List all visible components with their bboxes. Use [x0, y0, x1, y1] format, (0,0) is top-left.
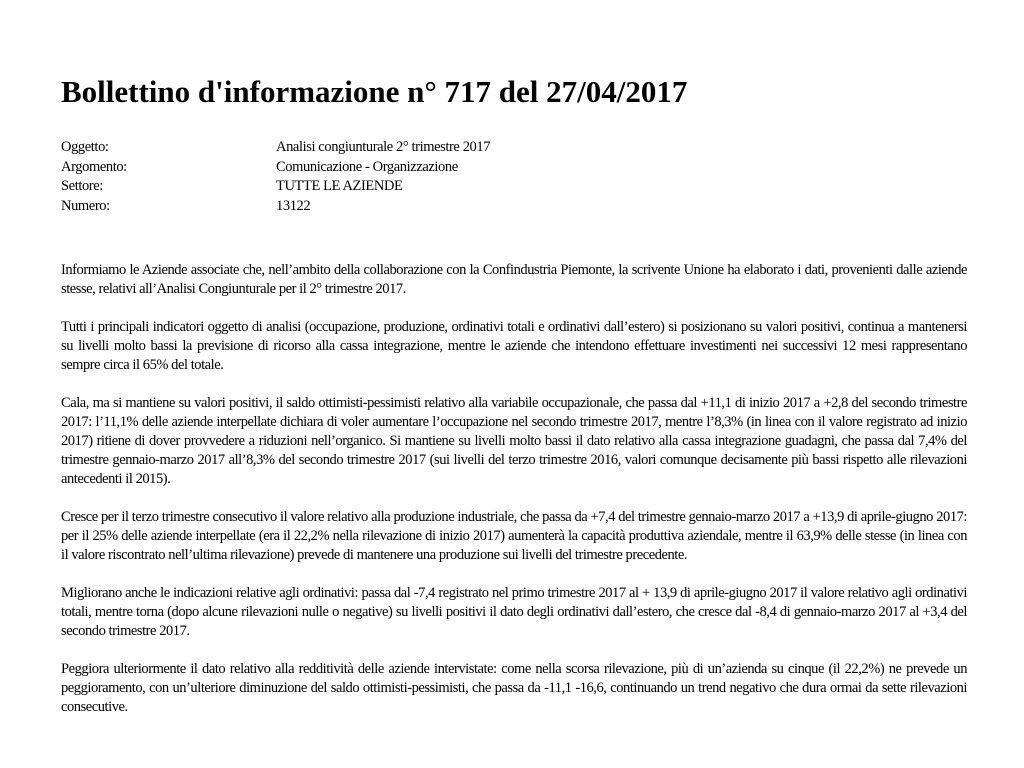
- metadata-label: Argomento:: [61, 158, 127, 175]
- body-paragraph-orders: Migliorano anche le indicazioni relative agli ordinativi: passa dal -7,4 registrato nel primo trimestre 2017 al + 13,9 di aprile-giugno 2017 il valore relativo agli ordinativi totali, mentre torna (dopo alcune rilevazioni nulle o negative) su livelli positivi il dato degli ordinativi dall’estero, che cresce dal -8,4 di gennaio-marzo 2017 al +3,4 del secondo trimestre 2017.: [61, 585, 967, 639]
- metadata-row-settore: [61, 177, 967, 197]
- body-paragraph-employment: Cala, ma si mantiene su valori positivi, il saldo ottimisti-pessimisti relativo alla variabile occupazionale, che passa dal +11,1 di inizio 2017 a +2,8 del secondo trimestre 2017: l’11,1% delle aziende interpellate dichiara di voler aumentare l’occupazione nel secondo trimestre 2017, mentre l’8,3% (in linea con il valore registrato ad inizio 2017) ritiene di dover provvedere a riduzioni nell’organico. Si mantiene su livelli molto bassi il dato relativo alla cassa integrazione guadagni, che passa dal 7,4% del trimestre gennaio-marzo 2017 all’8,3% del secondo trimestre 2017 (sui livelli del terzo trimestre 2016, valori comunque decisamente più bassi rispetto alle rilevazioni antecedenti il 2015).: [61, 395, 967, 487]
- body-paragraph-intro: Informiamo le Aziende associate che, nell’ambito della collaborazione con la Confindustria Piemonte, la scrivente Unione ha elaborato i dati, provenienti dalle aziende stesse, relativi all’Analisi Congiunturale per il 2° trimestre 2017.: [61, 262, 967, 297]
- metadata-value: Analisi congiunturale 2° trimestre 2017: [276, 139, 491, 155]
- body-paragraph-production: Cresce per il terzo trimestre consecutivo il valore relativo alla produzione industriale, che passa da +7,4 del trimestre gennaio-marzo 2017 a +13,9 di aprile-giugno 2017: per il 25% delle aziende interpellate (era il 22,2% nella rilevazione di inizio 2017) aumenterà la capacità produttiva aziendale, mentre il 63,9% delle stesse (in linea con il valore riscontrato nell’ultima rilevazione) prevede di mantenere una produzione sui livelli del trimestre precedente.: [61, 509, 967, 563]
- body-paragraph-indicators: Tutti i principali indicatori oggetto di analisi (occupazione, produzione, ordinativi totali e ordinativi dall’estero) si posizionano su valori positivi, continua a mantenersi su livelli molto bassi la previsione di ricorso alla cassa integrazione, mentre le aziende che intendono effettuare investimenti nei successivi 12 mesi rappresentano sempre circa il 65% del totale.: [61, 319, 967, 373]
- metadata-row-oggetto: [61, 138, 967, 158]
- metadata-table: [61, 138, 967, 216]
- metadata-value: TUTTE LE AZIENDE: [276, 178, 403, 194]
- metadata-label: Oggetto:: [61, 139, 109, 155]
- page-title: Bollettino d'informazione n° 717 del 27/04/2017: [61, 74, 688, 109]
- metadata-value: 13122: [276, 197, 311, 214]
- bulletin-body: [61, 261, 967, 736]
- metadata-label: Settore:: [61, 178, 103, 194]
- metadata-label: Numero:: [61, 197, 110, 214]
- metadata-row-argomento: [61, 158, 967, 178]
- body-paragraph-profitability: Peggiora ulteriormente il dato relativo alla redditività delle aziende intervistate: come nella scorsa rilevazione, più di un’azienda su cinque (il 22,2%) ne prevede un peggioramento, con un’ulteriore diminuzione del saldo ottimisti-pessimisti, che passa da -11,1 -16,6, continuando un trend negativo che dura ormai da sette rilevazioni consecutive.: [61, 661, 967, 715]
- metadata-value: Comunicazione - Organizzazione: [276, 158, 458, 175]
- metadata-row-numero: [61, 197, 967, 217]
